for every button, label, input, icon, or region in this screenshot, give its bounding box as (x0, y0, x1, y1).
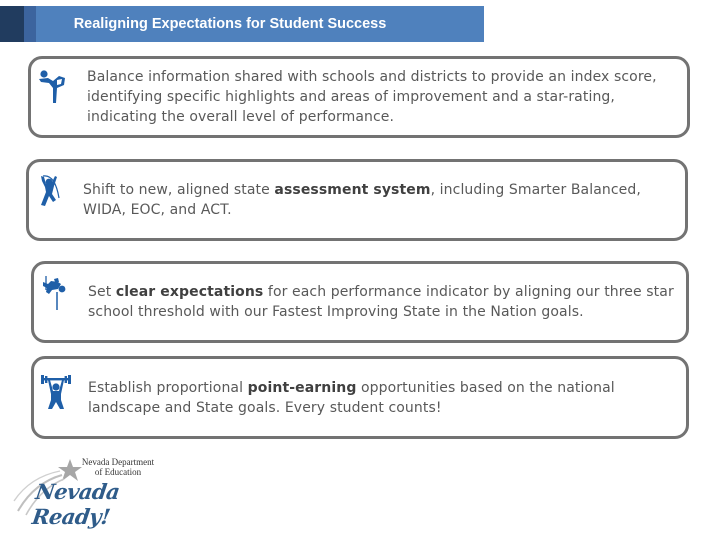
card-clear-expectations (31, 261, 689, 343)
weightlifting-icon (40, 373, 72, 413)
card-point-earning (31, 356, 689, 439)
card-text: Balance information shared with schools and districts to provide an index score, identifying specific highlights and areas of improvement and a star-rating, indicating the overall level of performance. (87, 69, 657, 125)
nevada-ready-logo (12, 455, 172, 533)
banner-bevel (24, 6, 36, 42)
yoga-balance-icon (37, 67, 69, 107)
page-title: Realigning Expectations for Student Success (36, 6, 484, 42)
card-text: Set clear expectations for each performance indicator by aligning our three star school threshold with our Fastest Improving State in the Nation goals. (88, 284, 674, 320)
department-name: Nevada Department of Education (81, 457, 155, 477)
card-text: Shift to new, aligned state assessment system, including Smarter Balanced, WIDA, EOC, and ACT. (83, 182, 641, 218)
card-balance-information (28, 56, 690, 138)
nevada-ready-tagline: Nevada Ready! (30, 479, 122, 529)
banner-dark-block (0, 6, 24, 42)
high-jump-icon (40, 272, 72, 312)
card-assessment-system (26, 159, 688, 241)
pole-vault-icon (37, 172, 69, 212)
card-text: Establish proportional point-earning opportunities based on the national landscape and State goals. Every student counts! (88, 380, 615, 416)
